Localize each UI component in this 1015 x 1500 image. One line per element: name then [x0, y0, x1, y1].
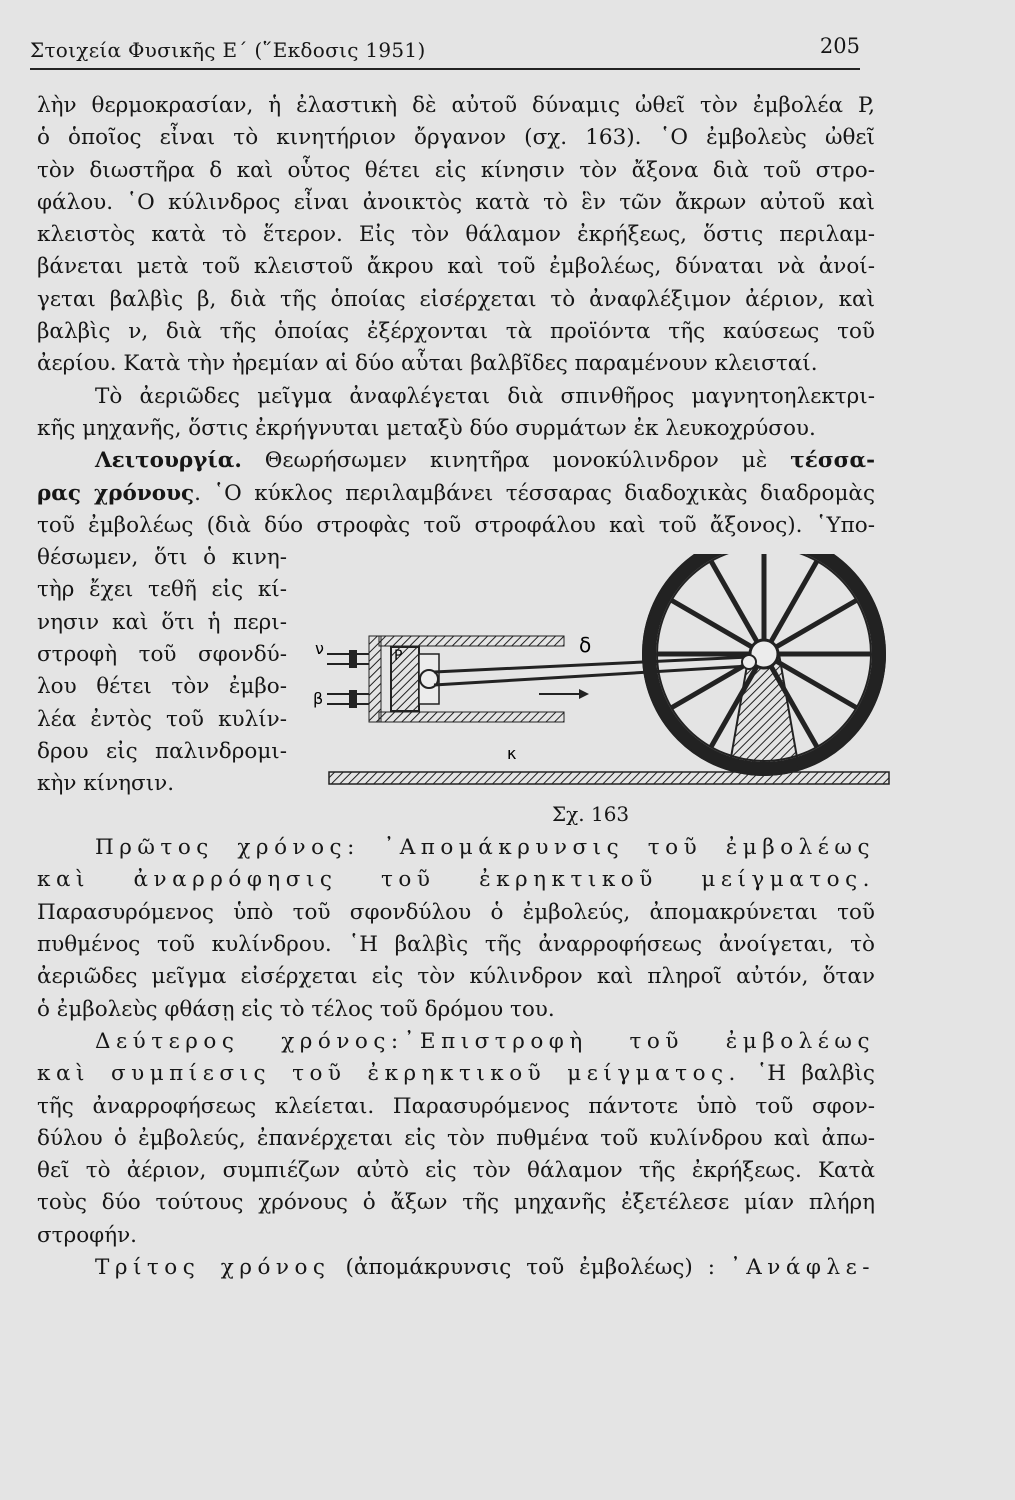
text-line: Τὸ ἀεριῶδες μεῖγμα ἀναφλέγεται διὰ σπινθῆρος μαγνητοηλεκτρι-	[95, 383, 875, 409]
text-run: . ῾Ο κύκλος περιλαμβάνει τέσσαρας διαδοχικὰς διαδρομὰς	[194, 480, 875, 506]
page-number: 205	[819, 34, 860, 58]
text-line: τὴρ ἔχει τεθῆ εἰς κί-	[37, 577, 287, 603]
bold-term: ρας χρόνους	[37, 480, 195, 506]
label-rod-d: δ	[579, 633, 592, 658]
text-line: νησιν καὶ ὅτι ἡ περι-	[37, 609, 287, 635]
cylinder-head	[369, 636, 381, 722]
text-line: ἀεριῶδες μεῖγμα εἰσέρχεται εἰς τὸν κύλινδρον καὶ πληροῖ αὐτόν, ὅταν	[37, 964, 875, 990]
page-body	[37, 90, 875, 1284]
text-line: δρου εἰς παλινδρομι-	[37, 738, 287, 764]
text-line	[37, 445, 875, 477]
text-line	[37, 478, 875, 510]
stroke-title-cont: καὶ συμπίεσις τοῦ ἐκρηκτικοῦ μείγματος.	[37, 1061, 741, 1087]
stroke-label: Δεύτερος χρόνος:	[95, 1028, 404, 1054]
text-line: κῆς μηχανῆς, ὅστις ἐκρήγνυται μεταξὺ δύο συρμάτων ἐκ λευκοχρύσου.	[37, 415, 816, 441]
text-line: λέα ἐντὸς τοῦ κυλίν-	[37, 706, 287, 732]
text-line	[37, 1026, 875, 1058]
text-line: ἀερίου. Κατὰ τὴν ἠρεμίαν αἱ δύο αὗται βαλβῖδες παραμένουν κλεισταί.	[37, 351, 818, 377]
text-run: Θεωρήσωμεν κινητῆρα μονοκύλινδρον μὲ	[241, 448, 791, 474]
text-line: λὴν θερμοκρασίαν, ἡ ἐλαστικὴ δὲ αὐτοῦ δύναμις ὠθεῖ τὸν ἐμβολέα P,	[37, 93, 875, 118]
paragraph-first-stroke	[37, 832, 875, 1026]
paragraph-engine-description	[37, 90, 875, 381]
text-line: πυθμένος τοῦ κυλίνδρου. ῾Η βαλβὶς τῆς ἀναρροφήσεως ἀνοίγεται, τὸ	[37, 932, 875, 958]
section-heading: Λειτουργία.	[95, 448, 242, 474]
text-line: Παρασυρόμενος ὑπὸ τοῦ σφονδύλου ὁ ἐμβολεύς, ἀπομακρύνεται τοῦ	[37, 899, 875, 925]
cylinder-wall-top	[379, 636, 564, 646]
label-piston-p: P	[394, 648, 403, 665]
figure-block	[37, 542, 875, 832]
text-line: τὸν διωστῆρα δ καὶ οὗτος θέτει εἰς κίνησιν τὸν ἄξονα διὰ τοῦ στρο-	[37, 157, 875, 183]
exhaust-valve	[327, 650, 369, 668]
label-valve-b: β	[313, 689, 324, 709]
text-line: ὁ ἐμβολεὺς φθάσῃ εἰς τὸ τέλος τοῦ δρόμου του.	[37, 996, 555, 1022]
arrow-head-icon	[579, 689, 589, 699]
text-line: τῆς ἀναρροφήσεως κλείεται. Παρασυρόμενος πάντοτε ὑπὸ τοῦ σφον-	[37, 1093, 875, 1119]
engine-diagram	[289, 554, 899, 804]
book-title: Στοιχεία Φυσικῆς Ε΄ (῞Εκδοσις 1951)	[30, 38, 426, 62]
stroke-title: ᾿Ανάφλε-	[730, 1255, 875, 1281]
text-line: λου θέτει τὸν ἐμβο-	[37, 674, 287, 700]
label-valve-v: ν	[315, 639, 324, 659]
text-line: τοῦ ἐμβολέως (διὰ δύο στροφὰς τοῦ στροφάλου καὶ τοῦ ἄξονος). ῾Υπο-	[37, 512, 875, 538]
text-line: τοὺς δύο τούτους χρόνους ὁ ἄξων τῆς μηχανῆς ἐξετέλεσε μίαν πλήρη	[37, 1190, 875, 1216]
text-line: φάλου. ῾Ο κύλινδρος εἶναι ἀνοικτὸς κατὰ τὸ ἓν τῶν ἄκρων αὐτοῦ καὶ	[37, 189, 875, 215]
stroke-label: Πρῶτος χρόνος:	[95, 835, 360, 861]
text-line	[37, 1252, 875, 1284]
text-line: δύλου ὁ ἐμβολεύς, ἐπανέρχεται εἰς τὸν πυθμένα τοῦ κυλίνδρου καὶ ἀπω-	[37, 1125, 875, 1151]
crank-pin	[742, 655, 756, 669]
running-header	[30, 34, 860, 70]
text-line: κλειστὸς κατὰ τὸ ἕτερον. Εἰς τὸν θάλαμον ἐκρήξεως, ὅστις περιλαμ-	[37, 222, 875, 248]
text-line	[37, 832, 875, 864]
text-line: γεται βαλβὶς β, διὰ τῆς ὁποίας εἰσέρχεται τὸ ἀναφλέξιμον ἀέριον, καὶ	[37, 286, 875, 312]
wrapped-text	[37, 542, 287, 800]
stroke-label: Τρίτος χρόνος	[95, 1255, 331, 1281]
text-line: στροφὴ τοῦ σφονδύ-	[37, 642, 287, 668]
label-base-k: κ	[507, 744, 517, 764]
ground-base	[329, 772, 889, 784]
bold-term: τέσσα-	[790, 448, 875, 474]
text-line	[37, 1058, 875, 1090]
figure-caption: Σχ. 163	[552, 802, 630, 827]
paragraph-operation	[37, 445, 875, 832]
cylinder-wall-bottom	[379, 712, 564, 722]
text-line: καὶ ἀναρρόφησις τοῦ ἐκρηκτικοῦ μείγματος.	[37, 867, 875, 893]
text-line: βαλβὶς ν, διὰ τῆς ὁποίας ἐξέρχονται τὰ προϊόντα τῆς καύσεως τοῦ	[37, 319, 875, 345]
stroke-title: ᾿Επιστροφὴ τοῦ ἐμβολέως	[403, 1028, 875, 1054]
text-line: βάνεται μετὰ τοῦ κλειστοῦ ἄκρου καὶ τοῦ ἐμβολέως, δύναται νὰ ἀνοί-	[37, 254, 875, 280]
text-line: θέσωμεν, ὅτι ὁ κινη-	[37, 545, 287, 571]
text-line: κὴν κίνησιν.	[37, 771, 175, 797]
support-stand	[729, 654, 799, 769]
intake-valve	[327, 690, 369, 708]
text-run: ῾Η βαλβὶς	[740, 1061, 875, 1087]
text-line: θεῖ τὸ ἀέριον, συμπιέζων αὐτὸ εἰς τὸν θάλαμον τῆς ἐκρήξεως. Κατὰ	[37, 1158, 875, 1184]
paragraph-third-stroke	[37, 1252, 875, 1284]
text-run: (ἀπομάκρυνσις τοῦ ἐμβολέως) :	[330, 1255, 731, 1281]
text-line: στροφήν.	[37, 1222, 137, 1248]
paragraph-ignition	[37, 381, 875, 446]
stroke-title: ᾿Απομάκρυνσις τοῦ ἐμβολέως	[383, 835, 875, 861]
text-line: ὁ ὁποῖος εἶναι τὸ κινητήριον ὄργανον (σχ. 163). ῾Ο ἐμβολεὺς ὠθεῖ	[37, 125, 875, 151]
paragraph-second-stroke	[37, 1026, 875, 1252]
